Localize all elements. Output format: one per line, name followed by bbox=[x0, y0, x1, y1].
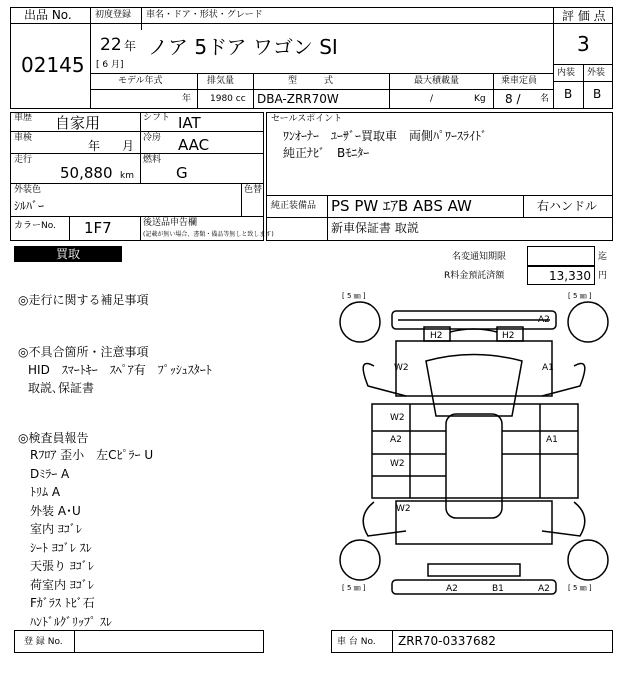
aftermarket-label: 後送品申告欄 bbox=[143, 218, 198, 228]
sales-label: セールスポイント bbox=[271, 114, 343, 124]
color-no-value: 1F7 bbox=[84, 219, 112, 237]
inspection-year: 年 bbox=[88, 139, 101, 153]
mileage-unit: km bbox=[120, 171, 134, 181]
max-load-unit: Kg bbox=[474, 94, 486, 104]
damage-mark: W2 bbox=[390, 413, 405, 423]
tire-label: [ 5 ㎜ ] bbox=[342, 584, 366, 592]
recycle-value: 13,330 bbox=[549, 269, 591, 283]
color-no-label: カラーNo. bbox=[14, 221, 56, 231]
first-registration-month: [ 6 月] bbox=[96, 60, 124, 70]
recycle-label: R料金預託済額 bbox=[444, 271, 505, 281]
inspector-line: ｼｰﾄ ﾖｺﾞﾚ ｽﾚ bbox=[30, 540, 92, 555]
lot-label: 出品 No. bbox=[24, 8, 72, 22]
damage-mark: B1 bbox=[492, 584, 504, 594]
inspector-line: ﾄﾘﾑ A bbox=[30, 485, 61, 499]
damage-mark: W2 bbox=[390, 459, 405, 469]
inspector-line: 外装 A･U bbox=[30, 503, 81, 518]
damage-mark: A2 bbox=[538, 315, 550, 325]
mileage-label: 走行 bbox=[14, 155, 33, 165]
damage-mark: H2 bbox=[502, 331, 515, 341]
equipment-value: PS PW ｴｱB ABS AW bbox=[331, 197, 472, 215]
chassis-label: 車 台 No. bbox=[337, 637, 376, 647]
model-year-unit: 年 bbox=[182, 94, 192, 104]
model-year-label: モデル年式 bbox=[118, 76, 163, 86]
inspector-line: Dﾐﾗｰ A bbox=[30, 466, 70, 481]
exterior-color-label: 外装色 bbox=[14, 185, 42, 195]
model-type-label: 型 式 bbox=[288, 76, 334, 86]
damage-mark: A2 bbox=[446, 584, 458, 594]
sales-line-2: 純正ﾅﾋﾞ Bﾓﾆﾀｰ bbox=[283, 146, 370, 160]
vehicle-name-label: 車名・ドア・形状・グレード bbox=[146, 10, 263, 20]
damage-mark: W2 bbox=[396, 504, 411, 514]
tire-label: [ 5 ㎜ ] bbox=[568, 584, 592, 592]
max-load-label: 最大積載量 bbox=[414, 76, 460, 86]
capacity-value: 8 / bbox=[505, 92, 521, 106]
year-unit: 年 bbox=[124, 39, 137, 53]
warranty-row bbox=[266, 217, 613, 241]
inspector-line: Rﾌﾛｱ 歪小 左Cﾋﾟﾗｰ U bbox=[30, 448, 154, 462]
inspector-line: Fｶﾞﾗｽ ﾄﾋﾞ石 bbox=[30, 596, 95, 610]
damage-mark: H2 bbox=[430, 331, 443, 341]
sales-line-1: ﾜﾝｵｰﾅｰ ﾕｰｻﾞｰ買取車 両側ﾊﾟﾜｰｽﾗｲﾄﾞ bbox=[283, 129, 488, 143]
interior-label: 内装 bbox=[557, 68, 576, 78]
recycle-unit: 円 bbox=[598, 271, 608, 281]
fuel-value: G bbox=[176, 164, 188, 182]
inspection-month: 月 bbox=[122, 139, 135, 153]
registration-label: 登 録 No. bbox=[24, 637, 63, 647]
tire-rear-right-icon bbox=[568, 540, 608, 580]
exterior-color-value: ｼﾙﾊﾞｰ bbox=[14, 199, 45, 213]
displacement-value: 1980 cc bbox=[210, 94, 246, 104]
displacement-label: 排気量 bbox=[207, 76, 235, 86]
steering-side: 右ハンドル bbox=[537, 199, 598, 213]
evaluation-score: 3 bbox=[577, 32, 590, 56]
shift-label: シフト bbox=[143, 113, 171, 123]
defects-heading: ◎不具合箇所・注意事項 bbox=[18, 345, 149, 359]
max-load-value: / bbox=[430, 94, 434, 104]
driving-notes-heading: ◎走行に関する補足事項 bbox=[18, 293, 149, 307]
equipment-label: 純正装備品 bbox=[271, 201, 317, 211]
damage-mark: A1 bbox=[542, 363, 554, 373]
inspector-report-list bbox=[30, 446, 153, 631]
capacity-unit: 名 bbox=[540, 94, 550, 104]
defects-line-2: 取説､保証書 bbox=[28, 381, 95, 395]
tire-front-right-icon bbox=[568, 302, 608, 342]
evaluation-label: 評 価 点 bbox=[562, 9, 606, 23]
ac-label: 冷房 bbox=[143, 133, 162, 143]
details-frame bbox=[10, 112, 264, 217]
interior-grade: B bbox=[564, 87, 573, 101]
tire-front-left-icon bbox=[340, 302, 380, 342]
aftermarket-note: (記載が無い場合、書類・備品等無しと致します) bbox=[143, 231, 274, 238]
defects-line-1: HID ｽﾏｰﾄｷｰ ｽﾍﾟｱ有 ﾌﾟｯｼｭｽﾀｰﾄ bbox=[28, 363, 212, 377]
inspection-label: 車検 bbox=[14, 133, 33, 143]
history-label: 車歴 bbox=[14, 113, 33, 123]
first-registration-year: 22 bbox=[100, 35, 122, 55]
deadline-unit: 迄 bbox=[598, 252, 608, 262]
exterior-grade: B bbox=[593, 87, 602, 101]
first-registration-label: 初度登録 bbox=[95, 10, 132, 20]
shift-value: IAT bbox=[178, 114, 201, 132]
fuel-label: 燃料 bbox=[143, 155, 162, 165]
damage-mark: A1 bbox=[546, 435, 558, 445]
exterior-label: 外装 bbox=[587, 68, 606, 78]
deadline-box bbox=[527, 246, 595, 266]
tire-label: [ 5 ㎜ ] bbox=[342, 292, 366, 300]
purchase-badge: 買取 bbox=[14, 246, 122, 262]
inspector-line: 天張り ﾖｺﾞﾚ bbox=[30, 559, 94, 573]
model-type-value: DBA-ZRR70W bbox=[257, 92, 339, 106]
repaint-label: 色替 bbox=[244, 185, 263, 195]
damage-mark: A2 bbox=[390, 435, 402, 445]
inspector-line: 荷室内 ﾖｺﾞﾚ bbox=[30, 577, 94, 592]
tire-label: [ 5 ㎜ ] bbox=[568, 292, 592, 300]
damage-mark: A2 bbox=[538, 584, 550, 594]
tire-rear-left-icon bbox=[340, 540, 380, 580]
damage-mark: W2 bbox=[394, 363, 409, 373]
vehicle-damage-diagram bbox=[336, 286, 614, 604]
inspector-heading: ◎検査員報告 bbox=[18, 431, 89, 445]
chassis-number: ZRR70-0337682 bbox=[398, 634, 496, 648]
vehicle-name: ノア 5ドア ワゴン SI bbox=[148, 35, 338, 59]
warranty-docs: 新車保証書 取説 bbox=[331, 221, 419, 235]
capacity-label: 乗車定員 bbox=[501, 76, 538, 86]
ac-value: AAC bbox=[178, 136, 210, 154]
inspector-line: ﾊﾝﾄﾞﾙｸﾞﾘｯﾌﾟ ｽﾚ bbox=[30, 614, 112, 629]
mileage-value: 50,880 bbox=[60, 164, 113, 182]
history-value: 自家用 bbox=[55, 114, 101, 132]
lot-number: 02145 bbox=[21, 53, 85, 77]
deadline-label: 名変通知期限 bbox=[452, 252, 507, 262]
inspector-line: 室内 ﾖｺﾞﾚ bbox=[30, 522, 82, 536]
